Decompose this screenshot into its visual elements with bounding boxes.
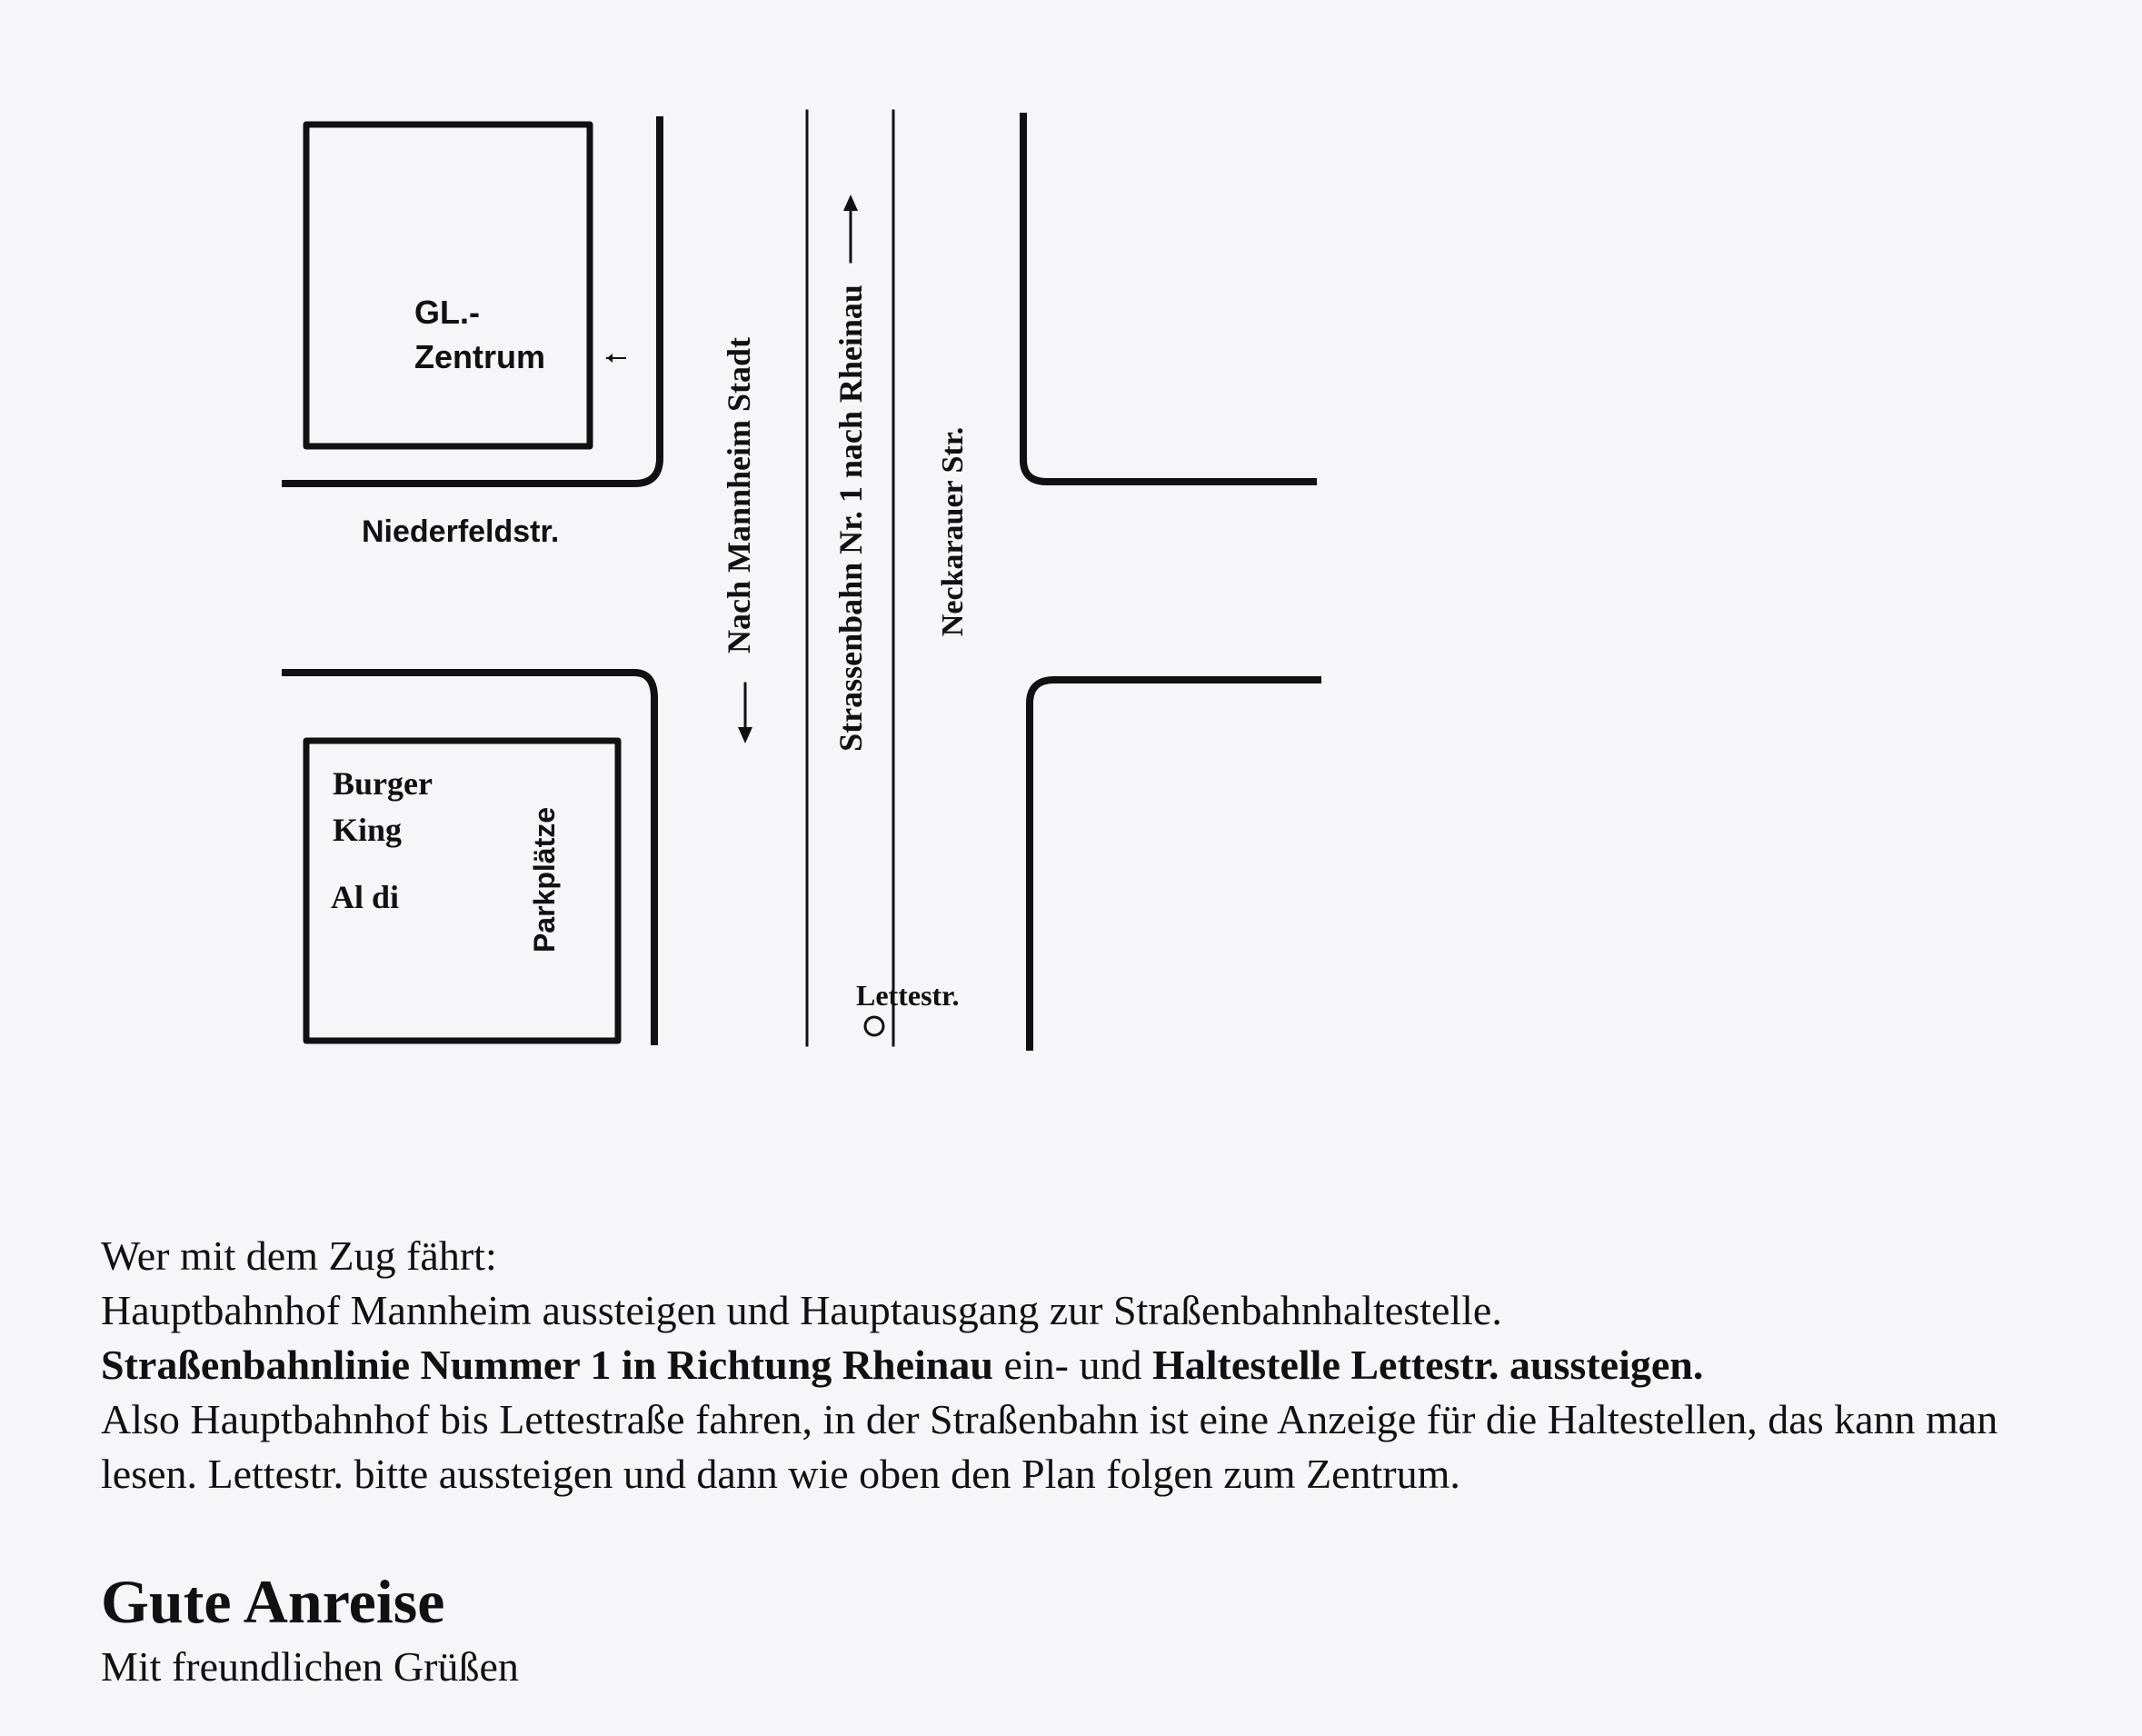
directions-heading: Wer mit dem Zug fährt: [101,1232,497,1279]
directions-line-4: Also Hauptbahnhof bis Lettestraße fahren, in der Straßenbahn ist eine Anzeige für die Haltestellen, das kann man lesen. Lettestr. bitte aussteigen und dann wie oben den Plan folgen zum Zentrum. [101,1396,1998,1497]
closing [101,1565,1191,1692]
building-gl-zentrum-label-1: GL.- [414,294,480,331]
closing-signoff: Mit freundlichen Grüßen [101,1643,519,1690]
direction-label-mannheim: Nach Mannheim Stadt [721,336,757,654]
directions-line-3 [101,1338,2055,1392]
directions-tram-line: Straßenbahnlinie Nummer 1 in Richtung Rheinau [101,1342,993,1388]
building-label-aldi: Al di [331,879,400,915]
building-gl-zentrum-label-2: Zentrum [414,338,545,375]
tram-stop-marker-icon [865,1017,883,1035]
street-label-niederfeldstr: Niederfeldstr. [362,514,560,549]
building-gl-zentrum [306,125,590,446]
street-label-neckarauer: Neckarauer Str. [936,426,970,637]
building-label-parking: Parkplätze [528,806,561,953]
road-edge-bottom-left [285,673,654,1042]
directions-line-2: Hauptbahnhof Mannheim aussteigen und Hauptausgang zur Straßenbahnhaltestelle. [101,1287,1502,1333]
directions-connector: ein- und [992,1342,1152,1388]
arrow-up-icon [843,195,858,262]
building-label-burger: Burger [333,765,433,802]
building-label-king: King [333,812,403,848]
directions-text [101,1229,2055,1502]
directions-stop: Haltestelle Lettestr. aussteigen. [1151,1342,1704,1388]
road-edge-top-right [1023,116,1313,482]
tram-stop-label: Lettestr. [856,979,960,1012]
road-edge-bottom-right [1030,680,1318,1047]
arrow-down-icon [738,683,752,743]
closing-title: Gute Anreise [101,1567,445,1636]
arrow-left-icon [607,354,625,363]
tram-line-label: Strassenbahn Nr. 1 nach Rheinau [832,284,869,752]
